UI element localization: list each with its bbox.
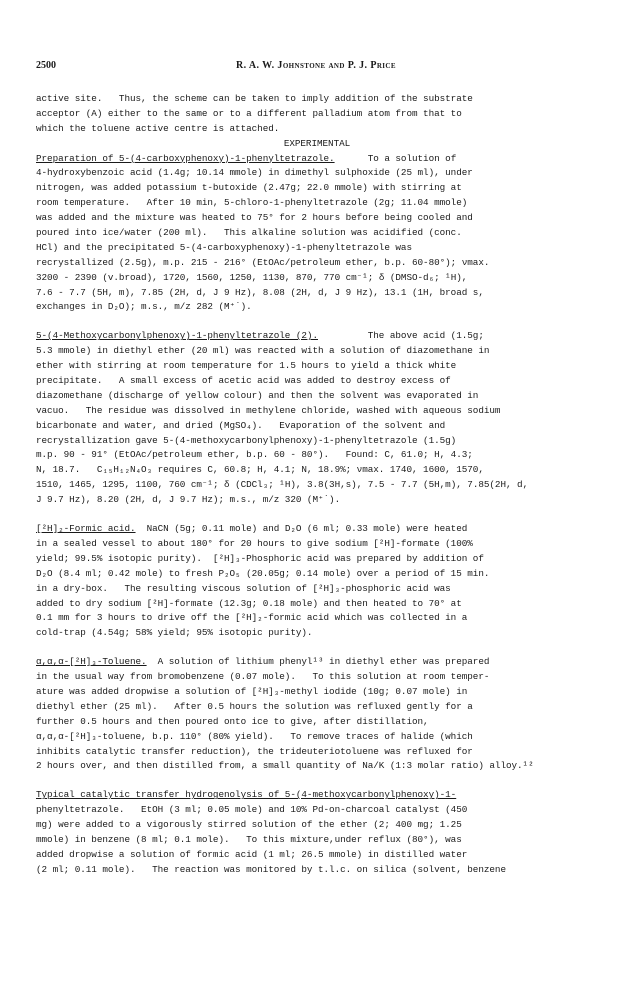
section-title: EXPERIMENTAL (283, 137, 351, 149)
text-line: 1510, 1465, 1295, 1100, 760 cm⁻¹; δ (CDCl₃; ¹H), 3.8(3H,s), 7.5 - 7.7 (5H,m), 7.85(2H, d, (36, 479, 529, 491)
paragraph-formic-acid (36, 522, 598, 641)
text-line: cold-trap (4.54g; 58% yield; 95% isotopic purity). (36, 627, 313, 639)
text-line: ether with stirring at room temperature for 1.5 hours to yield a thick white (36, 360, 457, 372)
text-line: was added and the mixture was heated to 75° for 2 hours before being cooled and (36, 212, 473, 224)
text-line: poured into ice/water (200 ml). This alkaline solution was acidified (conc. (36, 227, 462, 239)
text-line: recrystallized (2.5g), m.p. 215 - 216° (EtOAc/petroleum ether, b.p. 60-80°); νmax. (36, 256, 490, 268)
text-line: A solution of lithium phenyl¹³ in diethyl ether was prepared (146, 656, 490, 668)
text-line: m.p. 90 - 91° (EtOAc/petroleum ether, b.p. 60 - 80°). Found: C, 61.0; H, 4.3; (36, 449, 473, 461)
text-line: in a sealed vessel to about 180° for 20 hours to give sodium [²H]-formate (100% (36, 537, 473, 549)
text-line: 5.3 mmole) in diethyl ether (20 ml) was reacted with a solution of diazomethane in (36, 345, 490, 357)
text-line: in a dry-box. The resulting viscous solution of [²H]₃-phosphoric acid was (36, 582, 451, 594)
text-line: which the toluene active centre is attached. (36, 122, 280, 134)
text-line: exchanges in D₂O); m.s., m/z 282 (M⁺˙). (36, 301, 252, 313)
text-line: D₂O (8.4 ml; 0.42 mole) to fresh P₂O₅ (20.05g; 0.14 mole) over a period of 15 min. (36, 567, 490, 579)
text-line: active site. Thus, the scheme can be taken to imply addition of the substrate (36, 93, 473, 104)
text-line: 0.1 mm for 3 hours to drive off the [²H]₂-formic acid which was collected in a (36, 612, 468, 624)
article-body (36, 92, 598, 878)
text-line: ature was added dropwise a solution of [²H]₃-methyl iodide (10g; 0.07 mole) in (36, 685, 468, 697)
text-line: in the usual way from bromobenzene (0.07 mole). To this solution at room temper- (36, 671, 490, 683)
text-line: vacuo. The residue was dissolved in methylene chloride, washed with aqueous sodium (36, 404, 501, 416)
text-line: J 9.7 Hz), 8.20 (2H, d, J 9.7 Hz); m.s., m/z 320 (M⁺˙). (36, 494, 341, 506)
text-line: The above acid (1.5g; (317, 330, 484, 342)
text-line: nitrogen, was added potassium t-butoxide (2.47g; 22.0 mmole) with stirring at (36, 182, 462, 194)
text-line: added to dry sodium [²H]-formate (12.3g; 0.18 mole) and then heated to 70° at (36, 597, 462, 609)
text-line: α,α,α-[²H]₃-toluene, b.p. 110° (80% yield). To remove traces of halide (which (36, 730, 473, 742)
text-line: 3200 - 2390 (v.broad), 1720, 1560, 1250, 1130, 870, 770 cm⁻¹; δ (DMSO-d₆; ¹H), (36, 271, 468, 283)
text-line: 7.6 - 7.7 (5H, m), 7.85 (2H, d, J 9 Hz), 8.08 (2H, d, J 9 Hz), 13.1 (1H, broad s, (36, 286, 484, 298)
paragraph-methoxycarbonyl (36, 329, 598, 508)
paragraph-toluene (36, 655, 598, 774)
text-line: NaCN (5g; 0.11 mole) and D₂O (6 ml; 0.33 mole) were heated (135, 523, 468, 535)
text-line: To a solution of (334, 152, 457, 164)
paragraph-prep-carboxy (36, 152, 598, 316)
text-line: HCl) and the precipitated 5-(4-carboxyphenoxy)-1-phenyltetrazole was (36, 241, 412, 253)
page-header (36, 60, 596, 76)
text-line: 2 hours over, and then distilled from, a small quantity of Na/K (1:3 molar ratio) alloy.¹² (36, 760, 534, 772)
paragraph-heading: Preparation of 5-(4-carboxyphenoxy)-1-phenyltetrazole. (36, 152, 335, 164)
text-line: inhibits catalytic transfer reduction), the trideuteriotoluene was refluxed for (36, 745, 473, 757)
text-line: bicarbonate and water, and dried (MgSO₄). Evaporation of the solvent and (36, 419, 446, 431)
paragraph-heading: α,α,α-[²H]₃-Toluene. (36, 656, 147, 668)
text-line: recrystallization gave 5-(4-methoxycarbonylphenoxy)-1-phenyltetrazole (1.5g) (36, 434, 457, 446)
text-line: N, 18.7. C₁₅H₁₂N₄O₃ requires C, 60.8; H, 4.1; N, 18.9%; νmax. 1740, 1600, 1570, (36, 464, 484, 476)
running-head-authors: R. A. W. Johnstone and P. J. Price (236, 60, 396, 71)
text-line: added dropwise a solution of formic acid (1 ml; 26.5 mmole) in distilled water (36, 848, 468, 860)
paragraph-intro (36, 92, 598, 137)
text-line: phenyltetrazole. EtOH (3 ml; 0.05 mole) and 10% Pd-on-charcoal catalyst (450 (36, 804, 468, 816)
paragraph-transfer-hydrogenolysis (36, 788, 598, 877)
page-number: 2500 (36, 60, 56, 71)
text-line: room temperature. After 10 min, 5-chloro-1-phenyltetrazole (2g; 11.04 mmole) (36, 197, 468, 209)
text-line: yield; 99.5% isotopic purity). [²H]₃-Phosphoric acid was prepared by addition of (36, 552, 484, 564)
text-line: precipitate. A small excess of acetic acid was added to destroy excess of (36, 375, 451, 387)
paragraph-heading: 5-(4-Methoxycarbonylphenoxy)-1-phenyltetrazole (2). (36, 330, 318, 342)
paragraph-heading: [²H]₂-Formic acid. (36, 523, 136, 535)
text-line: diethyl ether (25 ml). After 0.5 hours the solution was refluxed gently for a (36, 700, 473, 712)
text-line: mmole) in benzene (8 ml; 0.1 mole). To this mixture,under reflux (80°), was (36, 833, 462, 845)
text-line: diazomethane (discharge of yellow colour) and then the solvent was evaporated in (36, 389, 479, 401)
text-line: (2 ml; 0.11 mole). The reaction was monitored by t.l.c. on silica (solvent, benzene (36, 863, 506, 875)
paragraph-heading: Typical catalytic transfer hydrogenolysis of 5-(4-methoxycarbonylphenoxy)-1- (36, 789, 457, 801)
text-line: further 0.5 hours and then poured onto ice to give, after distillation, (36, 715, 429, 727)
text-line: 4-hydroxybenzoic acid (1.4g; 10.14 mmole) in dimethyl sulphoxide (25 ml), under (36, 167, 473, 179)
text-line: mg) were added to a vigorously stirred solution of the ether (2; 400 mg; 1.25 (36, 819, 462, 831)
text-line: acceptor (A) either to the same or to a different palladium atom from that to (36, 107, 462, 119)
